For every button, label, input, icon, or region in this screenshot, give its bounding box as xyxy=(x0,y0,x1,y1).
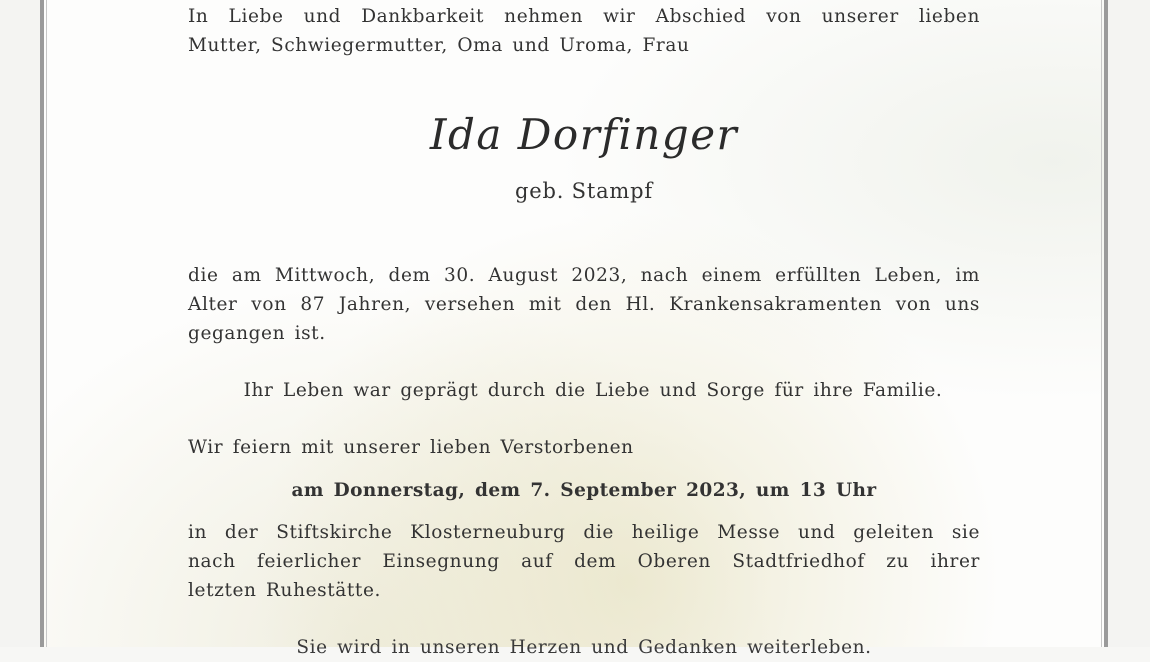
death-text-line-3: gegangen ist. xyxy=(188,323,326,344)
intro-text-line-1: In Liebe und Dankbarkeit nehmen wir Abschied von unserer lieben xyxy=(188,6,980,27)
mass-date: am Donnerstag, dem 7. September 2023, um 13 Uhr xyxy=(291,480,877,501)
death-text-line-2: Alter von 87 Jahren, versehen mit den Hl. Krankensakramenten von uns xyxy=(188,294,980,315)
right-border-line xyxy=(1104,0,1108,647)
left-border-line xyxy=(40,0,44,647)
right-border-inner-line xyxy=(1101,0,1102,647)
death-text-line-1: die am Mittwoch, dem 30. August 2023, nach einem erfüllten Leben, im xyxy=(188,265,980,286)
left-border-inner-line xyxy=(46,0,47,647)
place-text-line-3: letzten Ruhestätte. xyxy=(188,580,381,601)
life-statement: Ihr Leben war geprägt durch die Liebe und Sorge für ihre Familie. xyxy=(243,380,943,401)
place-text-line-2: nach feierlicher Einsegnung auf dem Oberen Stadtfriedhof zu ihrer xyxy=(188,551,980,572)
deceased-name: Ida Dorfinger xyxy=(429,110,739,159)
closing-line: Sie wird in unseren Herzen und Gedanken weiterleben. xyxy=(296,637,872,658)
invitation-line: Wir feiern mit unserer lieben Verstorbenen xyxy=(188,437,634,458)
place-text-line-1: in der Stiftskirche Klosterneuburg die heilige Messe und geleiten sie xyxy=(188,522,980,543)
intro-text-line-2: Mutter, Schwiegermutter, Oma und Uroma, Frau xyxy=(188,35,690,56)
maiden-name: geb. Stampf xyxy=(515,179,653,203)
